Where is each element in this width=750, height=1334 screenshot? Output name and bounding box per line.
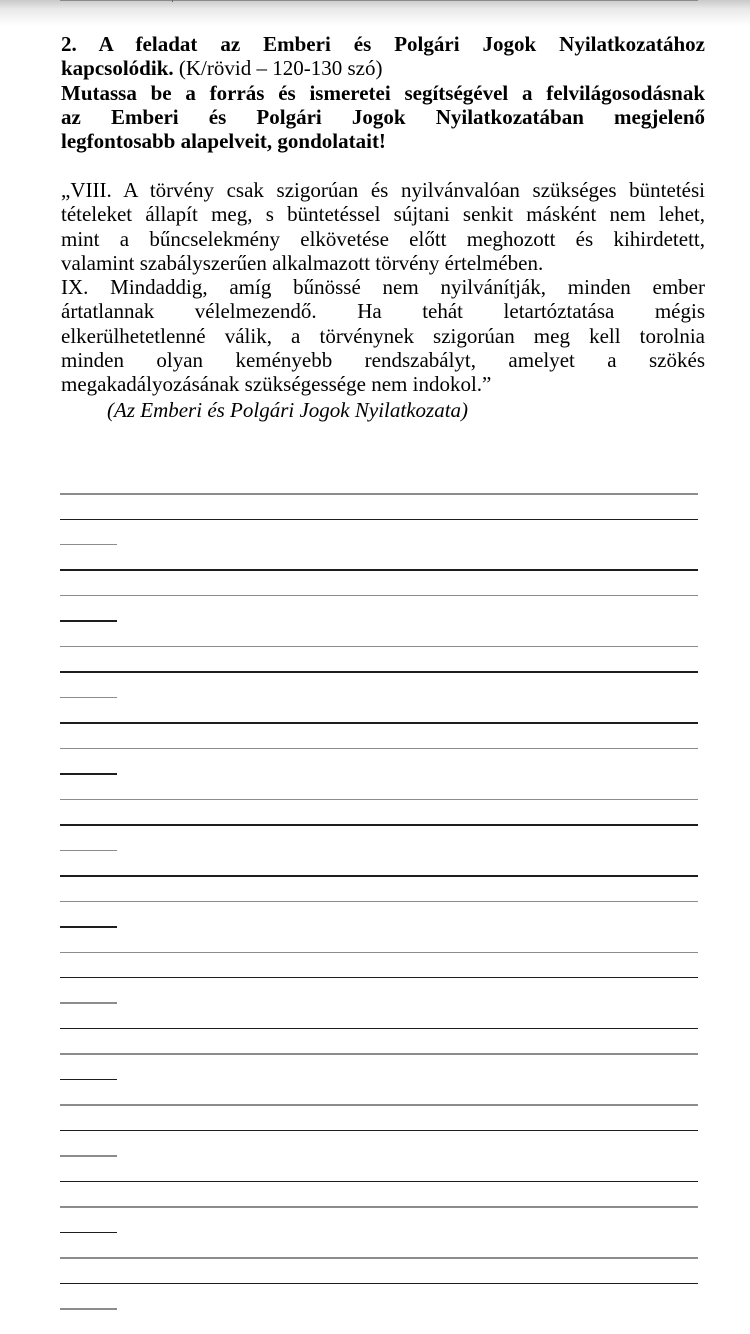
- answer-line: [60, 1130, 698, 1132]
- answer-line-short: [60, 926, 117, 928]
- rule-tick-mark: [172, 0, 173, 2]
- answer-line: [60, 671, 698, 673]
- answer-line: [60, 901, 698, 903]
- source-line: ártatlannak vélelmezendő. Ha tehát letartóztatása mégis: [61, 299, 705, 324]
- previous-page-bottom-rule: [60, 0, 698, 1]
- answer-line: [60, 824, 698, 826]
- source-line: minden olyan keményebb rendszabályt, amelyet a szökés: [61, 348, 705, 373]
- answer-line: [60, 875, 698, 877]
- source-citation: (Az Emberi és Polgári Jogok Nyilatkozata): [107, 397, 469, 422]
- answer-line: [60, 1257, 698, 1259]
- answer-line: [60, 519, 698, 521]
- answer-line-short: [60, 544, 117, 546]
- answer-line-short: [60, 773, 117, 775]
- task-length-note: (K/rövid – 120-130 szó): [173, 56, 383, 81]
- task-heading: [61, 32, 705, 153]
- task-number-line: 2. A feladat az Emberi és Polgári Jogok Nyilatkozatához: [61, 32, 705, 56]
- answer-line: [60, 493, 698, 495]
- source-line: mint a bűncselekmény elkövetése előtt meghozott és kihirdetett,: [61, 226, 705, 251]
- task-content: [61, 32, 705, 422]
- answer-line: [60, 1028, 698, 1030]
- answer-line: [60, 1206, 698, 1208]
- answer-line: [60, 748, 698, 750]
- answer-line: [60, 1053, 698, 1055]
- answer-line-short: [60, 1308, 117, 1310]
- task-type-line: [61, 56, 705, 80]
- instruction-line: Mutassa be a forrás és ismeretei segítségével a felvilágosodásnak: [61, 80, 705, 105]
- answer-line-short: [60, 1232, 117, 1234]
- answer-line-short: [60, 850, 117, 852]
- source-line: megakadályozásának szükségessége nem indokol.”: [61, 372, 492, 397]
- answer-line-short: [60, 1079, 117, 1081]
- answer-line: [60, 595, 698, 597]
- task-lead-bold: kapcsolódik.: [61, 56, 174, 81]
- answer-line-short: [60, 620, 117, 622]
- page-top-shadow: [0, 0, 750, 26]
- instruction-line: legfontosabb alapelveit, gondolatait!: [61, 129, 386, 154]
- answer-line: [60, 1283, 698, 1285]
- source-line: tételeket állapít meg, s büntetéssel sújtani senkit másként nem lehet,: [61, 202, 705, 227]
- source-line: IX. Mindaddig, amíg bűnössé nem nyilvánítják, minden ember: [61, 275, 705, 300]
- source-line: „VIII. A törvény csak szigorúan és nyilvánvalóan szükséges büntetési: [61, 177, 705, 202]
- answer-line: [60, 952, 698, 954]
- answer-line-short: [60, 1155, 117, 1157]
- source-quote: [61, 178, 705, 422]
- answer-line: [60, 569, 698, 571]
- source-line: elkerülhetetlenné válik, a törvénynek szigorúan meg kell torolnia: [61, 323, 705, 348]
- answer-line: [60, 1181, 698, 1183]
- source-line: valamint szabályszerűen alkalmazott törvény értelmében.: [61, 250, 544, 275]
- answer-line: [60, 977, 698, 979]
- instruction-line: az Emberi és Polgári Jogok Nyilatkozatában megjelenő: [61, 104, 705, 129]
- answer-line: [60, 646, 698, 648]
- answer-line-short: [60, 697, 117, 699]
- answer-line: [60, 1104, 698, 1106]
- answer-line-short: [60, 1002, 117, 1004]
- answer-line: [60, 722, 698, 724]
- answer-line: [60, 799, 698, 801]
